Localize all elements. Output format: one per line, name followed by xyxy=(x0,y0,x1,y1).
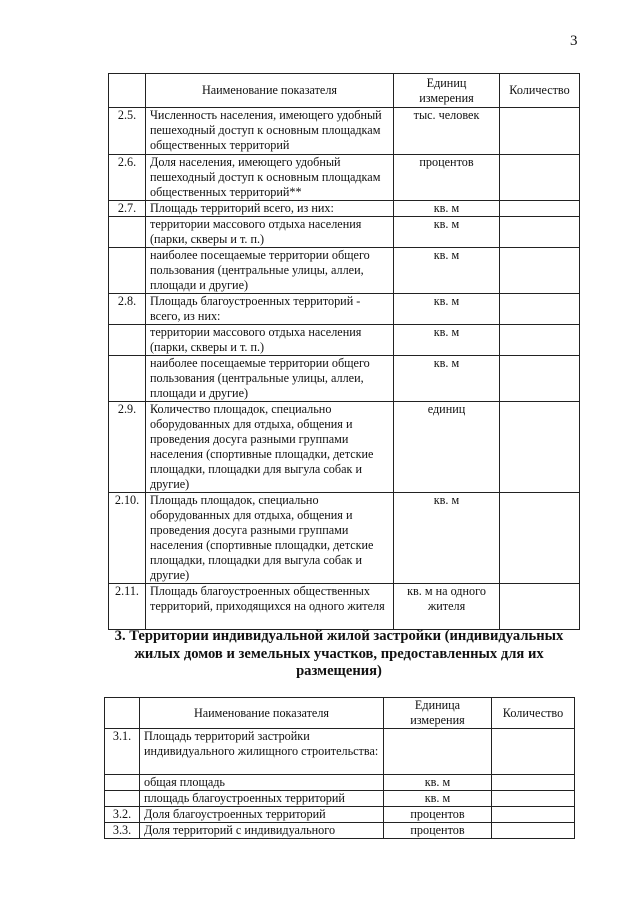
table-row xyxy=(109,201,580,217)
row-unit xyxy=(384,729,492,775)
table-row xyxy=(109,248,580,294)
row-name: Численность населения, имеющего удобный пешеходный доступ к основным площадкам общественных территорий xyxy=(146,108,394,155)
row-number xyxy=(109,356,146,402)
row-name: Доля территорий с индивидуального xyxy=(140,823,384,839)
row-quantity xyxy=(500,155,580,201)
row-quantity xyxy=(500,248,580,294)
header-num xyxy=(105,698,140,729)
header-name: Наименование показателя xyxy=(140,698,384,729)
table-header-row xyxy=(105,698,575,729)
row-unit: процентов xyxy=(384,807,492,823)
row-quantity xyxy=(500,217,580,248)
row-number: 2.6. xyxy=(109,155,146,201)
row-unit: единиц xyxy=(394,402,500,493)
header-unit: Единиц измерения xyxy=(394,74,500,108)
table-row xyxy=(105,807,575,823)
row-quantity xyxy=(500,402,580,493)
header-quantity: Количество xyxy=(492,698,575,729)
table-row xyxy=(109,584,580,630)
header-name: Наименование показателя xyxy=(146,74,394,108)
section-3-heading: 3. Территории индивидуальной жилой застройки (индивидуальных жилых домов и земельных участков, предоставленных для их размещения) xyxy=(114,628,564,679)
row-name: Доля населения, имеющего удобный пешеходный доступ к основным площадкам общественных территорий** xyxy=(146,155,394,201)
row-unit: кв. м xyxy=(394,248,500,294)
row-name: наиболее посещаемые территории общего пользования (центральные улицы, аллеи, площади и другие) xyxy=(146,248,394,294)
table-row xyxy=(105,823,575,839)
table-row xyxy=(105,791,575,807)
row-number xyxy=(109,325,146,356)
row-unit: кв. м xyxy=(384,791,492,807)
row-quantity xyxy=(500,201,580,217)
header-unit: Единица измерения xyxy=(384,698,492,729)
table-row xyxy=(109,356,580,402)
table-row xyxy=(109,217,580,248)
row-name: Доля благоустроенных территорий xyxy=(140,807,384,823)
indicators-table-2 xyxy=(108,73,580,630)
table-row xyxy=(105,729,575,775)
row-number xyxy=(105,775,140,791)
table-row xyxy=(105,775,575,791)
row-name: территории массового отдыха населения (парки, скверы и т. п.) xyxy=(146,325,394,356)
row-number xyxy=(105,791,140,807)
row-unit: кв. м на одного жителя xyxy=(394,584,500,630)
row-name: Площадь благоустроенных территорий - всего, из них: xyxy=(146,294,394,325)
row-unit: кв. м xyxy=(394,356,500,402)
table-row xyxy=(109,402,580,493)
table-row xyxy=(109,155,580,201)
row-unit: кв. м xyxy=(394,201,500,217)
row-unit: процентов xyxy=(384,823,492,839)
table-row xyxy=(109,493,580,584)
row-quantity xyxy=(500,493,580,584)
row-quantity xyxy=(492,807,575,823)
row-name: общая площадь xyxy=(140,775,384,791)
row-number: 2.10. xyxy=(109,493,146,584)
indicators-table-3 xyxy=(104,697,575,839)
row-name: Площадь площадок, специально оборудованных для отдыха, общения и проведения досуга разными группами населения (спортивные площадки, детские площадки, площадки для выгула собак и другие) xyxy=(146,493,394,584)
row-name: площадь благоустроенных территорий xyxy=(140,791,384,807)
row-number xyxy=(109,217,146,248)
header-num xyxy=(109,74,146,108)
row-unit: кв. м xyxy=(394,493,500,584)
table-row xyxy=(109,294,580,325)
row-number xyxy=(109,248,146,294)
row-number: 3.1. xyxy=(105,729,140,775)
row-number: 3.3. xyxy=(105,823,140,839)
row-unit: кв. м xyxy=(394,217,500,248)
row-quantity xyxy=(500,325,580,356)
row-quantity xyxy=(500,356,580,402)
row-quantity xyxy=(492,775,575,791)
row-unit: кв. м xyxy=(394,294,500,325)
row-number: 2.9. xyxy=(109,402,146,493)
table-row xyxy=(109,325,580,356)
row-number: 2.5. xyxy=(109,108,146,155)
row-quantity xyxy=(500,108,580,155)
row-quantity xyxy=(492,791,575,807)
row-number: 2.7. xyxy=(109,201,146,217)
row-number: 2.11. xyxy=(109,584,146,630)
row-number: 2.8. xyxy=(109,294,146,325)
row-quantity xyxy=(500,294,580,325)
row-name: наиболее посещаемые территории общего пользования (центральные улицы, аллеи, площади и другие) xyxy=(146,356,394,402)
row-quantity xyxy=(492,729,575,775)
row-unit: процентов xyxy=(394,155,500,201)
row-name: территории массового отдыха населения (парки, скверы и т. п.) xyxy=(146,217,394,248)
row-name: Количество площадок, специально оборудованных для отдыха, общения и проведения досуга разными группами населения (спортивные площадки, детские площадки, площадки для выгула собак и другие) xyxy=(146,402,394,493)
row-unit: кв. м xyxy=(394,325,500,356)
table-row xyxy=(109,108,580,155)
row-number: 3.2. xyxy=(105,807,140,823)
page-number: 3 xyxy=(570,33,578,49)
row-name: Площадь благоустроенных общественных территорий, приходящихся на одного жителя xyxy=(146,584,394,630)
row-quantity xyxy=(492,823,575,839)
row-name: Площадь территорий всего, из них: xyxy=(146,201,394,217)
row-quantity xyxy=(500,584,580,630)
row-unit: тыс. человек xyxy=(394,108,500,155)
row-unit: кв. м xyxy=(384,775,492,791)
table-header-row xyxy=(109,74,580,108)
row-name: Площадь территорий застройки индивидуального жилищного строительства: xyxy=(140,729,384,775)
header-quantity: Количество xyxy=(500,74,580,108)
